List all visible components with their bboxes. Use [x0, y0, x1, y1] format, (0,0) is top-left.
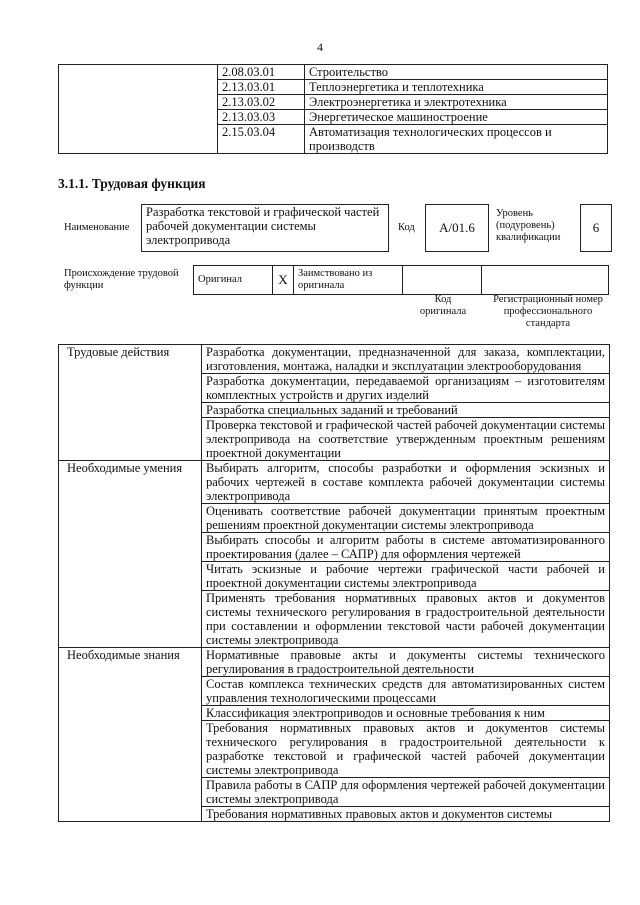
- item-cell: Нормативные правовые акты и документы системы технического регулирования в градостроительной деятельности: [202, 648, 610, 677]
- speciality-name: Электроэнергетика и электротехника: [305, 95, 608, 110]
- origin-table: [193, 265, 609, 295]
- category-cell: Необходимые умения: [59, 461, 202, 648]
- item-cell: Требования нормативных правовых актов и документов системы: [202, 807, 610, 822]
- codes-row: [59, 65, 608, 80]
- table-row: [59, 461, 610, 504]
- speciality-code: 2.13.03.02: [218, 95, 305, 110]
- item-cell: Проверка текстовой и графической частей рабочей документации системы электропривода на соответствие утвержденным проектным решениям проектной документации: [202, 418, 610, 461]
- speciality-code: 2.13.03.03: [218, 110, 305, 125]
- speciality-name: Энергетическое машиностроение: [305, 110, 608, 125]
- speciality-code: 2.15.03.04: [218, 125, 305, 154]
- category-cell: Трудовые действия: [59, 345, 202, 461]
- name-label: Наименование: [64, 222, 130, 233]
- item-cell: Разработка специальных заданий и требований: [202, 403, 610, 418]
- speciality-name: Строительство: [305, 65, 608, 80]
- item-cell: Разработка документации, предназначенной для заказа, комплектации, изготовления, монтажа, наладки и эксплуатации электрооборудования: [202, 345, 610, 374]
- item-cell: Читать эскизные и рабочие чертежи графической части рабочей и проектной документации системы электропривода: [202, 562, 610, 591]
- item-cell: Применять требования нормативных правовых актов и документов системы технического регулирования в градостроительной деятельности при составлении и оформлении текстовой части рабочей документации системы электропривода: [202, 591, 610, 648]
- speciality-code: 2.13.03.01: [218, 80, 305, 95]
- section-heading: 3.1.1. Трудовая функция: [58, 176, 206, 191]
- item-cell: Оценивать соответствие рабочей документации принятым проектным решениям проектной документации системы электропривода: [202, 504, 610, 533]
- item-cell: Состав комплекса технических средств для автоматизированных систем управления технологическими процессами: [202, 677, 610, 706]
- item-cell: Требования нормативных правовых актов и документов системы технического регулирования в градостроительной деятельности к разработке текстовой и графической частей рабочей документации системы электропривода: [202, 721, 610, 778]
- table-row: [59, 345, 610, 374]
- original-mark: X: [273, 266, 294, 295]
- function-code-box: А/01.6: [425, 204, 489, 252]
- speciality-code: 2.08.03.01: [218, 65, 305, 80]
- original-cell: Оригинал: [194, 266, 273, 295]
- item-cell: Классификация электроприводов и основные требования к ним: [202, 706, 610, 721]
- function-name-box: Разработка текстовой и графической частей рабочей документации системы электропривода: [141, 204, 389, 252]
- speciality-name: Автоматизация технологических процессов и производств: [305, 125, 608, 154]
- category-cell: Необходимые знания: [59, 648, 202, 822]
- code-original-caption: Код оригинала: [419, 294, 467, 317]
- level-label: Уровень (подуровень) квалификации: [496, 208, 561, 243]
- codes-table: [58, 64, 608, 154]
- borrowed-cell: Заимствовано из оригинала: [294, 266, 403, 295]
- level-value-box: 6: [580, 204, 612, 252]
- item-cell: Правила работы в САПР для оформления чертежей рабочей документации системы электропривода: [202, 778, 610, 807]
- item-cell: Выбирать способы и алгоритм работы в системе автоматизированного проектирования (далее – САПР) для оформления чертежей: [202, 533, 610, 562]
- registration-caption: Регистрационный номер профессионального стандарта: [493, 294, 603, 329]
- registration-number-cell: [482, 266, 609, 295]
- item-cell: Выбирать алгоритм, способы разработки и оформления эскизных и рабочих чертежей в составе комплекта рабочей документации системы электропривода: [202, 461, 610, 504]
- table-row: [59, 648, 610, 677]
- labor-function-table: [58, 344, 610, 822]
- original-code-cell: [403, 266, 482, 295]
- origin-label: Происхождение трудовой функции: [64, 268, 179, 291]
- page-number: 4: [317, 40, 323, 54]
- codes-empty-cell: [59, 65, 218, 154]
- code-label: Код: [398, 222, 415, 233]
- item-cell: Разработка документации, передаваемой организациям – изготовителям комплектных устройств и других изделий: [202, 374, 610, 403]
- speciality-name: Теплоэнергетика и теплотехника: [305, 80, 608, 95]
